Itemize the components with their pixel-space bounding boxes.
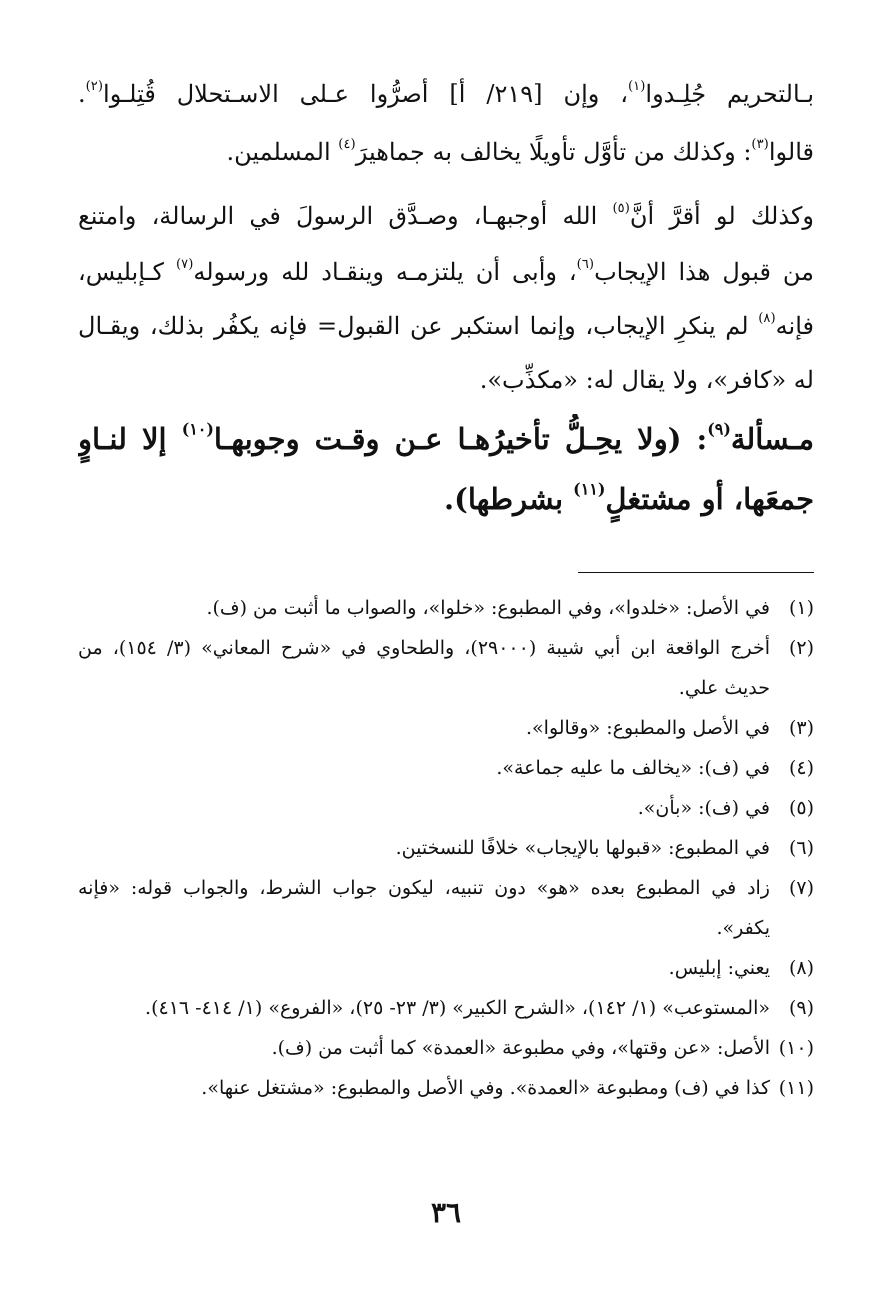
body-line (78, 306, 814, 346)
text-run: من قبول هذا الإيجاب (594, 258, 814, 286)
footnote (78, 868, 814, 948)
footnote-text: يعني: إبليس. (668, 957, 770, 979)
footnote-text: زاد في المطبوع بعده «هو» دون تنبيه، ليكون جواب الشرط، والجواب قوله: «فإنه يكفر». (78, 877, 770, 939)
footnote-ref: (١٠) (181, 419, 214, 439)
footnote-number: (٨) (788, 957, 814, 979)
footnote (78, 788, 814, 828)
body-line (78, 196, 814, 236)
footnote-ref: (١١) (573, 479, 606, 499)
footnote-ref: (٢) (85, 79, 104, 95)
footnote-text: الأصل: «عن وقتها»، وفي مطبوعة «العمدة» كما أثبت من (ف). (271, 1037, 770, 1059)
text-run: فإنه (775, 312, 814, 340)
text-run: : (ولا يحِـلُّ تأخيرُهـا عـن وقـت وجوبهـا (213, 422, 708, 456)
issue-heading (78, 414, 814, 464)
footnote-number: (٩) (788, 997, 814, 1019)
footnote-ref: (٩) (707, 419, 731, 439)
text-run: مـسألة (730, 422, 814, 456)
text-run: إلا لنـاوٍ (78, 422, 182, 456)
footnote-number: (١١) (778, 1077, 814, 1099)
footnote-text: في (ف): «يخالف ما عليه جماعة». (496, 757, 770, 779)
footnote-number: (٢) (788, 637, 814, 659)
text-run: لم ينكرِ الإيجاب، وإنما استكبر عن القبول= فإنه يكفُر بذلك، ويقـال (78, 312, 759, 340)
footnote-ref: (٨) (758, 311, 776, 327)
footnote (78, 988, 814, 1028)
body-line (78, 74, 814, 114)
footnote-ref: (٦) (576, 257, 595, 273)
body-line (78, 132, 814, 172)
footnote (78, 828, 814, 868)
footnote (78, 748, 814, 788)
footnotes-list (78, 588, 814, 1108)
footnote-number: (١) (788, 597, 814, 619)
text-run: ، وإن [٢١٩/ أ] أصرُّوا عـلى الاسـتحلال قُتِلـوا (103, 80, 629, 108)
footnote (78, 588, 814, 628)
body-line (78, 360, 814, 400)
issue-heading (78, 474, 814, 524)
text-run: بـالتحريم جُلِـدوا (645, 80, 814, 108)
footnote (78, 948, 814, 988)
text-run: بشرطها). (444, 482, 574, 516)
footnote-text: في الأصل: «خلدوا»، وفي المطبوع: «خلوا»، والصواب ما أثبت من (ف). (206, 597, 770, 619)
footnote-text: في (ف): «بأن». (637, 797, 770, 819)
footnote-separator (578, 572, 814, 573)
body-line (78, 252, 814, 292)
footnote-ref: (١) (628, 79, 646, 95)
text-run: . (78, 80, 86, 108)
text-run: المسلمين. (226, 138, 339, 166)
footnote-text: في الأصل والمطبوع: «وقالوا». (526, 717, 770, 739)
text-run: ، وأبى أن يلتزمـه وينقـاد لله ورسوله (193, 258, 577, 286)
footnote-number: (١٠) (778, 1037, 814, 1059)
footnote-ref: (٤) (338, 137, 356, 153)
footnote-text: أخرج الواقعة ابن أبي شيبة (٢٩٠٠٠)، والطحاوي في «شرح المعاني» (٣/ ١٥٤)، من حديث علي. (78, 637, 770, 699)
text-run: الله أوجبهـا، وصـدَّق الرسولَ في الرسالة، وامتنع (78, 202, 613, 230)
text-run: وكذلك لو أقرَّ أنَّ (629, 202, 814, 230)
footnote (78, 708, 814, 748)
text-run: كـإبليس، (78, 258, 176, 286)
footnote-text: «المستوعب» (١/ ١٤٢)، «الشرح الكبير» (٣/ ٢٣- ٢٥)، «الفروع» (١/ ٤١٤- ٤١٦). (145, 997, 770, 1019)
footnote (78, 1028, 814, 1068)
footnote (78, 628, 814, 708)
footnote-text: كذا في (ف) ومطبوعة «العمدة». وفي الأصل والمطبوع: «مشتغل عنها». (201, 1077, 770, 1099)
text-run: قالوا (768, 138, 814, 166)
footnote-number: (٥) (788, 797, 814, 819)
footnote-ref: (٧) (175, 257, 194, 273)
footnote-ref: (٣) (751, 137, 769, 153)
footnote-number: (٣) (788, 717, 814, 739)
footnote (78, 1068, 814, 1108)
footnote-ref: (٥) (612, 201, 630, 217)
page-number: ٣٦ (430, 1196, 462, 1229)
text-run: له «كافر»، ولا يقال له: «مكذِّب». (479, 366, 814, 394)
footnote-number: (٧) (788, 877, 814, 899)
footnote-text: في المطبوع: «قبولها بالإيجاب» خلافًا للنسختين. (395, 837, 770, 859)
footnote-number: (٤) (788, 757, 814, 779)
text-run: : وكذلك من تأوَّل تأويلًا يخالف به جماهيرَ (355, 138, 752, 166)
footnote-number: (٦) (788, 837, 814, 859)
text-run: جمعَها، أو مشتغلٍ (605, 482, 814, 516)
